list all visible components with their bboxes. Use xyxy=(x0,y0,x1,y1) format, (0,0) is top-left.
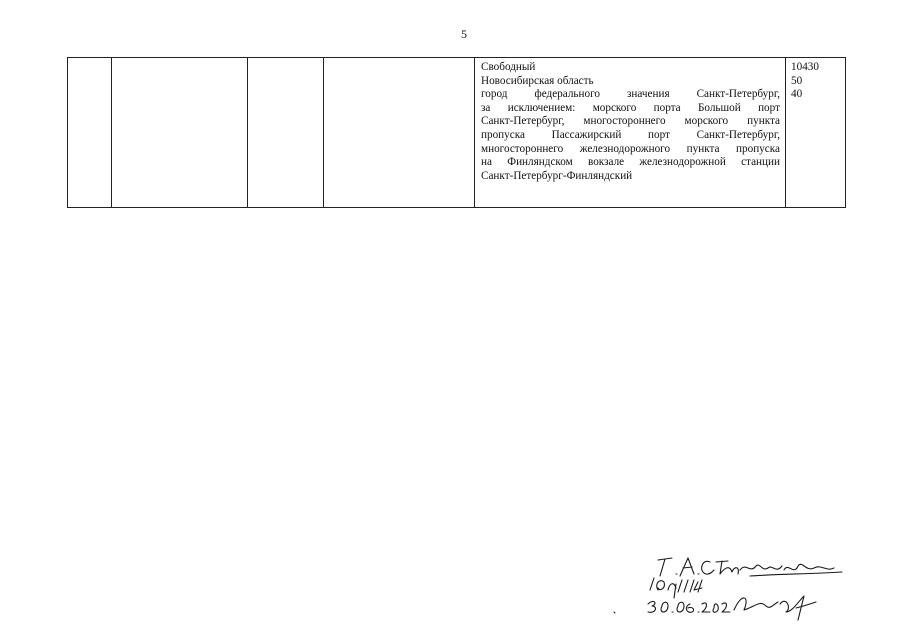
territory-line: за исключением: морского порта Большой порт xyxy=(481,101,780,114)
table-column-divider xyxy=(474,58,475,207)
document-table xyxy=(67,57,846,208)
code-value: 40 xyxy=(791,88,803,101)
code-value: 50 xyxy=(791,74,803,87)
territory-line: город федерального значения Санкт-Петербург, xyxy=(481,88,780,101)
territory-line: Санкт-Петербург, многостороннего морского пункта xyxy=(481,115,780,128)
table-column-divider xyxy=(247,58,248,207)
territory-line: Санкт-Петербург-Финляндский xyxy=(481,169,633,182)
territory-line: Новосибирская область xyxy=(481,74,594,87)
code-value: 10430 xyxy=(791,61,819,73)
territory-line: пропуска Пассажирский порт Санкт-Петербург, xyxy=(481,128,780,141)
territory-line: Свободный xyxy=(481,61,536,73)
table-column-divider xyxy=(323,58,324,207)
territory-line: многостороннего железнодорожного пункта пропуска xyxy=(481,142,780,155)
territory-name-cell xyxy=(481,61,780,183)
codes-cell xyxy=(791,61,841,102)
table-column-divider xyxy=(785,58,786,207)
table-column-divider xyxy=(111,58,112,207)
territory-line: на Финляндском вокзале железнодорожной станции xyxy=(481,156,780,169)
handwritten-signature xyxy=(610,552,850,622)
page-number: 5 xyxy=(461,27,467,41)
